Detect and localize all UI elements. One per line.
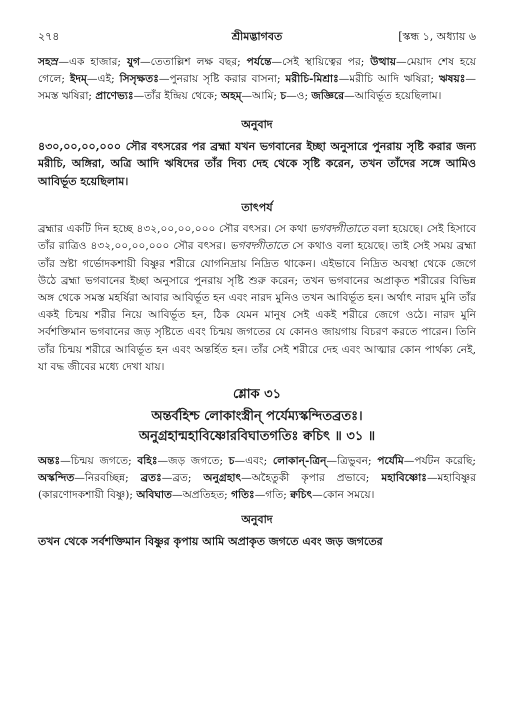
purport-gita-ref-1: ভগবদ্গীতাতে: [310, 223, 369, 236]
sanskrit-word: সহস্র: [38, 56, 59, 68]
sanskrit-word: ক্বচিৎ: [290, 489, 313, 502]
sanskrit-word: পর্যন্তে: [246, 56, 272, 68]
word-meanings-verse-31: [38, 453, 476, 505]
sanskrit-word: অনুগ্রহাৎ: [203, 472, 242, 485]
sanskrit-word: মহাবিষ্ণোঃ: [381, 472, 427, 485]
word-meaning: —পুনরায় সৃষ্টি করার বাসনা;: [158, 73, 286, 86]
sanskrit-word: অবিঘাত: [136, 489, 173, 502]
translation-verse-30: ৪৩০,০০,০০,০০০ সৌর বৎসরের পর ব্রহ্মা যখন ভগবানের ইচ্ছা অনুসারে পুনরায় সৃষ্টি করার জন্য মরীচি, অঙ্গিরা, অত্রি আদি ঋষিদের তাঁর দিব্য দেহ থেকে সৃষ্টি করেন, তখন তাঁদের সঙ্গে আমিও আবির্ভূত হয়েছিলাম।: [38, 139, 476, 188]
section-reference: [স্কন্ধ ১, অধ্যায় ৬: [398, 30, 476, 43]
sanskrit-word: যুগ: [126, 56, 140, 68]
word-meaning: —তাঁর ইন্দ্রিয় থেকে;: [133, 90, 221, 103]
word-meaning: —সেই স্থায়িত্বের পর;: [271, 56, 371, 68]
book-title: শ্রীমদ্ভাগবত: [231, 30, 283, 43]
sanskrit-word: বহিঃ: [137, 454, 158, 467]
sanskrit-word: চ: [280, 90, 287, 103]
translation-verse-31: তখন থেকে সর্বশক্তিমান বিষ্ণুর কৃপায় আমি অপ্রাকৃত জগতে এবং জড় জগতের: [38, 534, 383, 548]
anubad-heading: অনুবাদ: [241, 117, 273, 131]
sanskrit-word: অস্কন্দিত: [38, 472, 75, 485]
word-meaning: —চিন্ময় জগতে;: [60, 454, 138, 467]
page-number: ২৭৪: [38, 30, 60, 43]
word-meaning: —অপ্রতিহত;: [172, 489, 232, 502]
verse-line-2: অনুগ্রহান্মহাবিষ্ণোরবিঘাতগতিঃ ক্বচিৎ ॥ ৩১ ॥: [138, 428, 376, 444]
word-meaning: —আমি;: [241, 90, 281, 103]
word-meaning: —ব্রত;: [161, 472, 204, 485]
word-meaning: —পর্যটন করেছি;: [403, 454, 476, 467]
word-meaning: —নিরবচ্ছিন্ন;: [74, 472, 141, 485]
word-meaning: —গতি;: [254, 489, 291, 502]
word-meaning: —মরীচি আদি ঋষিরা;: [338, 73, 439, 86]
sloka-heading: শ্লোক ৩১: [232, 386, 282, 402]
sanskrit-word: গতিঃ: [231, 489, 255, 502]
word-meaning: —এক হাজার;: [58, 56, 127, 68]
purport-text-2: বলা হয়েছে। সেই হিসাবে তাঁর রাত্রিও ৪৩২,০০,০০,০০০ সৌর বৎসর।: [38, 223, 476, 253]
sanskrit-word: ব্রতঃ: [140, 472, 162, 485]
sanskrit-word: ঋষয়ঃ: [438, 73, 466, 86]
sanskrit-word: ইদম্: [69, 73, 87, 86]
word-meaning: —জড় জগতে;: [157, 454, 229, 467]
word-meaning: —আবির্ভূত হয়েছিলাম।: [344, 90, 442, 103]
purport-text-3: সে কথাও বলা হয়েছে। তাই সেই সময় ব্রহ্মা তাঁর স্রষ্টা গর্ভোদকশায়ী বিষ্ণুর শরীরে যোগনিদ্রায় নিদ্রিত থাকেন। এইভাবে নিদ্রিত অবস্থা থেকে জেগে উঠে ব্রহ্মা ভগবানের ইচ্ছা অনুসারে পুনরায় সৃষ্টি শুরু করেন; তখন ভগবানের অপ্রাকৃত শরীরের বিভিন্ন অঙ্গ থেকে সমস্ত মহর্ষিরা আবার আবির্ভূত হন এবং নারদ মুনিও তখন আবির্ভূত হন। অর্থাৎ নারদ মুনি তাঁর একই চিন্ময় শরীর নিয়ে আবির্ভূত হন, ঠিক যেমন মানুষ সেই একই শরীরে জেগে ওঠে। নারদ মুনি সর্বশক্তিমান ভগবানের জড় সৃষ্টিতে এবং চিন্ময় জগতের যে কোনও জায়গায় বিচরণ করতে পারেন। তিনি তাঁর চিন্ময় শরীরে আবির্ভূত হন এবং অন্তর্হিত হন। তাঁর সেই শরীরে দেহ এবং আত্মার কোন পার্থক্য নেই, যা বদ্ধ জীবের মধ্যে দেখা যায়।: [38, 240, 476, 373]
word-meaning: —এই;: [86, 73, 120, 86]
book-page: [38, 28, 476, 550]
sanskrit-word: অন্তঃ: [38, 454, 61, 467]
word-meaning: —অহৈতুকী কৃপার প্রভাবে;: [241, 472, 382, 485]
word-meaning: —সমস্ত ঋষিরা;: [38, 73, 476, 103]
verse-line-1: অন্তর্বহিশ্চ লোকাংস্ত্রীন্ পর্যেম্যস্কন্দিতব্রতঃ।: [151, 408, 363, 424]
purport-text-1: ব্রহ্মার একটি দিন হচ্ছে ৪৩২,০০,০০,০০০ সৌর বৎসর। সে কথা: [38, 223, 311, 236]
sanskrit-word: সিসৃক্ষতঃ: [119, 73, 159, 86]
word-meaning: —ও;: [286, 90, 312, 103]
purport-gita-ref-2: ভগবদ্গীতাতে: [229, 240, 289, 253]
anubad-heading-2: অনুবাদ: [241, 512, 273, 526]
word-meaning: —মহাবিষ্ণুর (কারণোদকশায়ী বিষ্ণু);: [38, 472, 477, 502]
word-meaning: —তেতাল্লিশ লক্ষ বছর;: [139, 56, 247, 68]
sanskrit-word: জজ্ঞিরে: [311, 90, 345, 103]
page-header: [38, 28, 476, 48]
sanskrit-word: অহম্: [220, 90, 242, 103]
word-meaning: —কোন সময়ে।: [312, 489, 375, 502]
sanskrit-word: উত্থায়: [370, 56, 396, 68]
word-meaning: —ত্রিভুবন;: [326, 454, 378, 467]
tatparya-heading: তাৎপর্য: [241, 201, 273, 215]
sanskrit-word: প্রাণেভ্যঃ: [95, 90, 134, 103]
sanskrit-word: লোকান্-ত্রিন্: [272, 454, 327, 467]
sanskrit-word: চ: [228, 454, 235, 467]
sanskrit-word: মরীচি-মিশ্রাঃ: [285, 73, 339, 86]
purport-paragraph: [38, 221, 476, 376]
word-meaning: —এবং;: [234, 454, 273, 467]
word-meanings-verse-30: [38, 54, 476, 106]
word-meaning: —মেয়াদ শেষ হয়ে গেলে;: [38, 56, 476, 86]
sanskrit-word: পর্যেমি: [377, 454, 404, 467]
